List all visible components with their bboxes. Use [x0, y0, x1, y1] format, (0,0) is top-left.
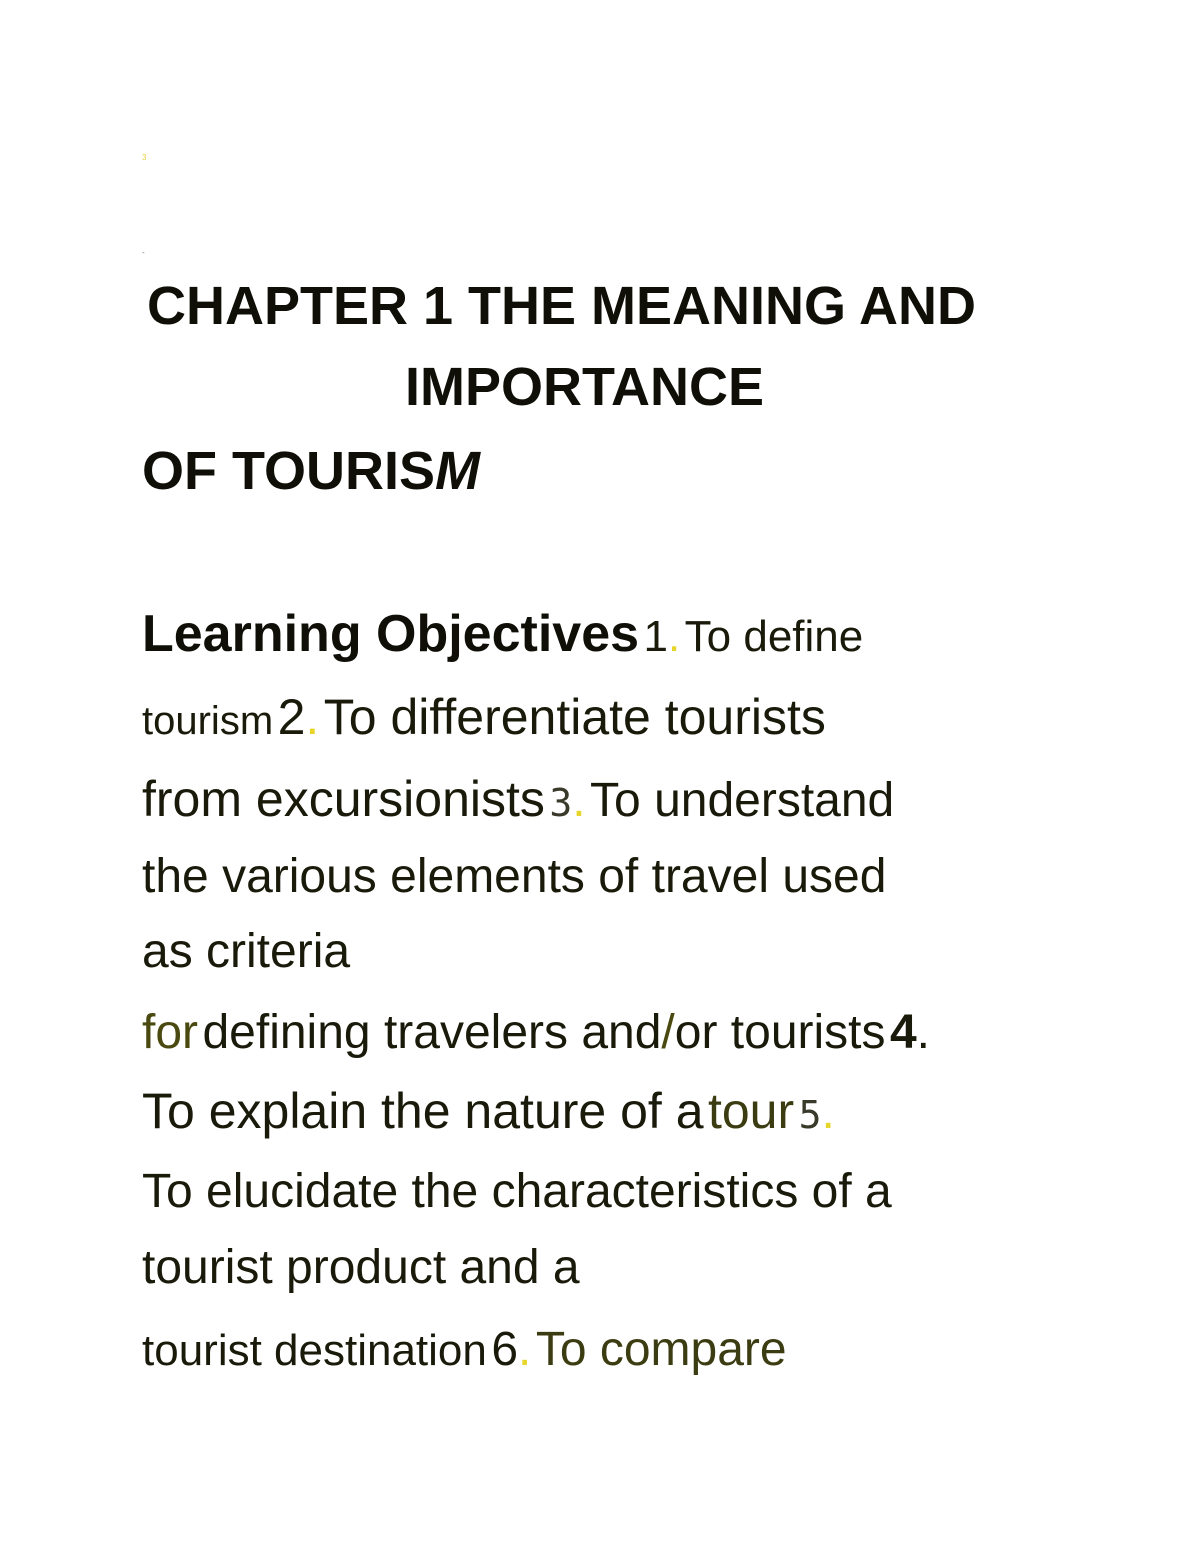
- objectives-line-3: [142, 770, 894, 828]
- objective-number-2: 2: [277, 689, 306, 745]
- objectives-line-1: [142, 604, 863, 664]
- objective-2-text-b: from excursionists: [142, 771, 545, 827]
- objective-3-text-e: or tourists: [674, 1006, 886, 1059]
- objective-3-text-c: as criteria: [142, 925, 351, 978]
- objective-4-text-a: To explain the nature of a: [142, 1083, 704, 1139]
- objective-3-text-for: for: [142, 1006, 199, 1059]
- stray-mark-mid: -: [142, 248, 145, 257]
- objective-6-text: To compare: [535, 1323, 787, 1376]
- objectives-heading: Learning Objectives: [142, 605, 640, 663]
- objective-5-text-a: To elucidate the characteristics of a: [142, 1165, 892, 1218]
- objective-5-text-c: tourist destination: [142, 1326, 487, 1375]
- objectives-line-10: [142, 1322, 787, 1377]
- objective-3-text-d: defining travelers and: [202, 1006, 662, 1059]
- objective-dot-2: .: [305, 689, 320, 745]
- objective-3-slash: /: [661, 1006, 675, 1059]
- chapter-title-line-3-italic: M: [435, 441, 481, 501]
- chapter-title-line-3: [142, 441, 480, 501]
- objectives-line-2: [142, 688, 826, 746]
- objective-dot-1: .: [667, 612, 681, 661]
- objective-number-3: 3: [549, 781, 573, 825]
- chapter-title-line-3-main: OF TOURIS: [142, 441, 436, 501]
- objective-number-5: 5: [798, 1093, 822, 1137]
- objective-5-text-b: tourist product and a: [142, 1241, 580, 1294]
- objective-number-6: 6: [491, 1323, 519, 1376]
- objectives-line-9: [142, 1240, 580, 1295]
- objective-number-1: 1: [643, 612, 668, 661]
- objectives-line-8: [142, 1164, 892, 1219]
- objectives-line-5: [142, 924, 350, 979]
- objective-dot-6: .: [518, 1323, 532, 1376]
- chapter-title-line-1: CHAPTER 1 THE MEANING AND: [147, 276, 977, 336]
- objectives-line-6: [142, 1005, 930, 1060]
- objective-dot-5: .: [821, 1086, 835, 1139]
- objectives-line-4: [142, 849, 886, 904]
- objective-number-4: 4: [889, 1006, 917, 1059]
- chapter-title-line-2: IMPORTANCE: [405, 357, 764, 417]
- objective-dot-4: .: [916, 1006, 930, 1059]
- objective-2-text-a: To differentiate tourists: [323, 689, 826, 745]
- objective-3-text-a: To understand: [590, 774, 895, 827]
- objective-dot-3: .: [572, 774, 586, 827]
- objective-1-text-a: To define: [684, 612, 864, 661]
- objectives-line-7: [142, 1082, 835, 1140]
- objective-4-tour: tour: [707, 1083, 795, 1139]
- stray-mark-top: 3: [142, 153, 147, 162]
- objective-1-text-b: tourism: [142, 699, 274, 743]
- objective-3-text-b: the various elements of travel used: [142, 850, 887, 903]
